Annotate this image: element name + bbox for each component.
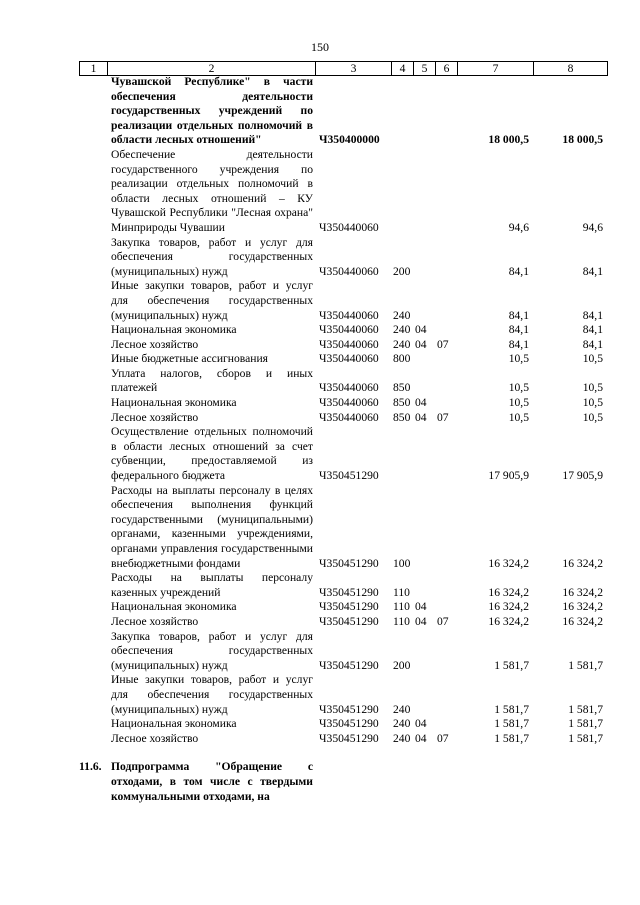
expense-type: 850 xyxy=(393,381,411,395)
target-code: Ч350440060 xyxy=(319,352,379,366)
row-name: Закупка товаров, работ и услуг для обеспечения государственных (муниципальных) нужд xyxy=(111,235,313,278)
row-number xyxy=(79,279,107,323)
table-row xyxy=(79,323,607,338)
table-row xyxy=(79,615,607,630)
sum-year-1: 84,1 xyxy=(508,308,529,322)
table-row xyxy=(79,352,607,367)
row-name: Чувашской Республике" в части обеспечения деятельности государственных учреждений по реализации отдельных полномочий в области лесных отношений" xyxy=(111,75,313,147)
sum-year-2: 84,1 xyxy=(582,337,603,351)
subsection xyxy=(435,323,457,338)
column-header: 7 xyxy=(458,62,534,76)
column-header: 8 xyxy=(534,62,608,76)
sum-year-1: 1 581,7 xyxy=(494,658,529,672)
row-name: Уплата налогов, сборов и иных платежей xyxy=(111,366,313,395)
sum-year-2: 10,5 xyxy=(582,352,603,366)
table-row xyxy=(79,396,607,411)
expense-type: 200 xyxy=(393,658,411,672)
expense-type xyxy=(391,425,413,483)
expense-type: 240 xyxy=(393,323,411,337)
row-number xyxy=(79,732,107,747)
sum-year-2: 1 581,7 xyxy=(568,731,603,745)
sum-year-1: 16 324,2 xyxy=(488,600,529,614)
column-header-row xyxy=(79,61,608,76)
sum-year-1: 16 324,2 xyxy=(488,556,529,570)
row-name: Лесное хозяйство xyxy=(111,337,199,351)
target-code: Ч350440060 xyxy=(319,381,379,395)
row-name: Лесное хозяйство xyxy=(111,731,199,745)
subsection xyxy=(435,425,457,483)
target-code: Ч350451290 xyxy=(319,702,379,716)
expense-type: 240 xyxy=(393,702,411,716)
row-number xyxy=(79,425,107,483)
expense-type: 240 xyxy=(393,731,411,745)
sum-year-1: 84,1 xyxy=(508,264,529,278)
row-number: 11.6. xyxy=(79,760,102,774)
row-number xyxy=(79,630,107,674)
section xyxy=(413,148,435,236)
sum-year-2: 94,6 xyxy=(582,220,603,234)
section: 04 xyxy=(415,396,427,410)
table-row xyxy=(79,673,607,717)
target-code: Ч350440060 xyxy=(319,396,379,410)
target-code: Ч350451290 xyxy=(319,585,379,599)
expense-type: 800 xyxy=(393,352,411,366)
row-name: Осуществление отдельных полномочий в области лесных отношений за счет субвенции, предоставляемой из федерального бюджета xyxy=(111,425,313,483)
section xyxy=(413,760,435,804)
column-header: 1 xyxy=(80,62,108,76)
sum-year-2: 10,5 xyxy=(582,410,603,424)
section xyxy=(413,367,435,396)
sum-year-1: 1 581,7 xyxy=(494,717,529,731)
sum-year-1: 16 324,2 xyxy=(488,585,529,599)
sum-year-2: 84,1 xyxy=(582,308,603,322)
table-row xyxy=(79,600,607,615)
target-code xyxy=(315,760,391,804)
row-number xyxy=(79,600,107,615)
row-name: Обеспечение деятельности государственного учреждения по реализации отдельных полномочий в области лесных отношений – КУ Чувашской Республики "Лесная охрана" Минприроды Чувашии xyxy=(111,147,313,234)
row-number xyxy=(79,411,107,426)
row-name: Подпрограмма "Обращение с отходами, в том числе с твердыми коммунальными отходами, на xyxy=(111,760,313,803)
sum-year-2: 84,1 xyxy=(582,264,603,278)
expense-type: 110 xyxy=(393,585,410,599)
subsection xyxy=(435,673,457,717)
subsection xyxy=(435,396,457,411)
section: 04 xyxy=(415,731,427,745)
table-row xyxy=(79,411,607,426)
subsection xyxy=(435,630,457,674)
target-code: Ч350440060 xyxy=(319,410,379,424)
row-name: Национальная экономика xyxy=(111,600,237,614)
subsection xyxy=(435,571,457,600)
row-name: Иные закупки товаров, работ и услуг для обеспечения государственных (муниципальных) нужд xyxy=(111,673,313,716)
row-number xyxy=(79,396,107,411)
target-code: Ч350451290 xyxy=(319,614,379,628)
expense-type xyxy=(391,760,413,804)
table-row xyxy=(79,732,607,747)
section: 04 xyxy=(415,600,427,614)
subsection xyxy=(435,367,457,396)
sum-year-2: 17 905,9 xyxy=(562,469,603,483)
target-code: Ч350440060 xyxy=(319,220,379,234)
subsection xyxy=(435,717,457,732)
table-row xyxy=(79,717,607,732)
sum-year-1: 84,1 xyxy=(508,323,529,337)
sum-year-2: 10,5 xyxy=(582,381,603,395)
sum-year-1 xyxy=(457,760,533,804)
row-name: Лесное хозяйство xyxy=(111,614,199,628)
expense-type: 110 xyxy=(393,614,410,628)
row-name: Национальная экономика xyxy=(111,323,237,337)
budget-table xyxy=(79,75,607,804)
table-row xyxy=(79,484,607,572)
expense-type: 200 xyxy=(393,264,411,278)
expense-type xyxy=(391,75,413,148)
row-number xyxy=(79,673,107,717)
row-number xyxy=(79,615,107,630)
column-header: 3 xyxy=(316,62,392,76)
sum-year-1: 17 905,9 xyxy=(488,469,529,483)
section: 04 xyxy=(415,717,427,731)
expense-type: 240 xyxy=(393,717,411,731)
row-name: Национальная экономика xyxy=(111,717,237,731)
expense-type: 240 xyxy=(393,337,411,351)
target-code: Ч350440060 xyxy=(319,264,379,278)
sum-year-2: 10,5 xyxy=(582,396,603,410)
sum-year-1: 10,5 xyxy=(508,396,529,410)
column-header: 2 xyxy=(108,62,316,76)
target-code: Ч350400000 xyxy=(319,133,380,147)
subsection xyxy=(435,279,457,323)
target-code: Ч350451290 xyxy=(319,469,379,483)
section xyxy=(413,630,435,674)
sum-year-2: 16 324,2 xyxy=(562,600,603,614)
subsection: 07 xyxy=(437,410,449,424)
row-name: Закупка товаров, работ и услуг для обеспечения государственных (муниципальных) нужд xyxy=(111,629,313,672)
table-row xyxy=(79,746,607,760)
table-row xyxy=(79,279,607,323)
expense-type: 850 xyxy=(393,396,411,410)
expense-type: 110 xyxy=(393,600,410,614)
row-name: Расходы на выплаты персоналу казенных учреждений xyxy=(111,571,313,599)
subsection: 07 xyxy=(437,614,449,628)
sum-year-2: 84,1 xyxy=(582,323,603,337)
sum-year-2 xyxy=(533,760,607,804)
section xyxy=(413,571,435,600)
section xyxy=(413,236,435,280)
subsection xyxy=(435,600,457,615)
sum-year-2: 16 324,2 xyxy=(562,585,603,599)
sum-year-1: 18 000,5 xyxy=(488,133,529,147)
row-number xyxy=(79,717,107,732)
subsection xyxy=(435,484,457,572)
section: 04 xyxy=(415,410,427,424)
row-number xyxy=(79,236,107,280)
row-number xyxy=(79,148,107,236)
row-number xyxy=(79,571,107,600)
section xyxy=(413,425,435,483)
target-code: Ч350451290 xyxy=(319,658,379,672)
section xyxy=(413,484,435,572)
sum-year-2: 1 581,7 xyxy=(568,717,603,731)
table-row xyxy=(79,760,607,804)
expense-type: 100 xyxy=(393,556,411,570)
sum-year-1: 10,5 xyxy=(508,352,529,366)
sum-year-2: 16 324,2 xyxy=(562,556,603,570)
section: 04 xyxy=(415,614,427,628)
table-row xyxy=(79,630,607,674)
row-name: Иные закупки товаров, работ и услуг для обеспечения государственных (муниципальных) нужд xyxy=(111,279,313,322)
column-header: 6 xyxy=(436,62,458,76)
sum-year-1: 16 324,2 xyxy=(488,614,529,628)
subsection xyxy=(435,236,457,280)
sum-year-2: 16 324,2 xyxy=(562,614,603,628)
subsection xyxy=(435,352,457,367)
table-row xyxy=(79,75,607,148)
row-name: Национальная экономика xyxy=(111,396,237,410)
expense-type xyxy=(391,148,413,236)
target-code: Ч350440060 xyxy=(319,308,379,322)
expense-type: 850 xyxy=(393,410,411,424)
row-name: Лесное хозяйство xyxy=(111,410,199,424)
target-code: Ч350451290 xyxy=(319,600,379,614)
expense-type: 240 xyxy=(393,308,411,322)
subsection: 07 xyxy=(437,337,449,351)
row-number xyxy=(79,367,107,396)
row-number xyxy=(79,352,107,367)
sum-year-1: 10,5 xyxy=(508,410,529,424)
sum-year-1: 10,5 xyxy=(508,381,529,395)
row-name: Иные бюджетные ассигнования xyxy=(111,352,268,366)
section: 04 xyxy=(415,323,427,337)
sum-year-1: 94,6 xyxy=(508,220,529,234)
target-code: Ч350451290 xyxy=(319,731,379,745)
row-number xyxy=(79,323,107,338)
sum-year-2: 18 000,5 xyxy=(562,133,603,147)
table-row xyxy=(79,236,607,280)
sum-year-2: 1 581,7 xyxy=(568,702,603,716)
sum-year-1: 1 581,7 xyxy=(494,731,529,745)
section xyxy=(413,279,435,323)
table-row xyxy=(79,571,607,600)
sum-year-2: 1 581,7 xyxy=(568,658,603,672)
row-number xyxy=(79,75,107,148)
table-row xyxy=(79,148,607,236)
target-code: Ч350451290 xyxy=(319,556,379,570)
section xyxy=(413,75,435,148)
subsection xyxy=(435,148,457,236)
table-row xyxy=(79,367,607,396)
subsection xyxy=(435,760,457,804)
target-code: Ч350440060 xyxy=(319,337,379,351)
target-code: Ч350440060 xyxy=(319,323,379,337)
section xyxy=(413,352,435,367)
target-code: Ч350451290 xyxy=(319,717,379,731)
row-name: Расходы на выплаты персоналу в целях обеспечения выполнения функций государственными (муниципальными) органами, казенными учреждениями, органами управления государственными внебюджетными фондами xyxy=(111,483,313,570)
row-number xyxy=(79,338,107,353)
section xyxy=(413,673,435,717)
subsection: 07 xyxy=(437,731,449,745)
column-header: 5 xyxy=(414,62,436,76)
sum-year-1: 84,1 xyxy=(508,337,529,351)
page-number: 150 xyxy=(311,40,329,54)
row-number xyxy=(79,484,107,572)
subsection xyxy=(435,75,457,148)
row-spacer xyxy=(79,746,607,760)
section: 04 xyxy=(415,337,427,351)
table-row xyxy=(79,338,607,353)
table-row xyxy=(79,425,607,483)
sum-year-1: 1 581,7 xyxy=(494,702,529,716)
column-header: 4 xyxy=(392,62,414,76)
